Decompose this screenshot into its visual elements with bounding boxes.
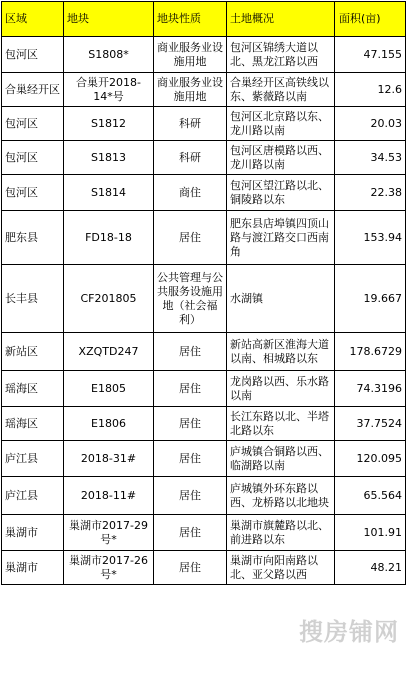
land-use-cell: 商业服务业设施用地 [154,73,227,107]
table-row [2,141,406,175]
land-overview-cell: 长江东路以北、半塔北路以东 [227,407,335,441]
area-cell: 153.94 [335,211,406,265]
land-use-cell: 居住 [154,551,227,585]
parcel-id-cell: S1812 [64,107,154,141]
land-use-cell: 居住 [154,333,227,371]
area-cell: 34.53 [335,141,406,175]
land-overview-cell: 包河区唐模路以西、龙川路以南 [227,141,335,175]
area-cell: 48.21 [335,551,406,585]
table-row [2,441,406,477]
land-use-cell: 居住 [154,477,227,515]
land-overview-cell: 包河区望江路以北、铜陵路以东 [227,175,335,211]
district-cell: 包河区 [2,37,64,73]
parcel-id-cell: FD18-18 [64,211,154,265]
header-parcel: 地块 [64,2,154,37]
table-row [2,551,406,585]
land-parcel-table [1,1,406,585]
land-overview-cell: 水湖镇 [227,265,335,333]
parcel-id-cell: 巢湖市2017-29号* [64,515,154,551]
table-row [2,477,406,515]
area-cell: 178.6729 [335,333,406,371]
land-use-cell: 商业服务业设施用地 [154,37,227,73]
area-cell: 120.095 [335,441,406,477]
area-cell: 22.38 [335,175,406,211]
table-row [2,371,406,407]
land-use-cell: 居住 [154,371,227,407]
district-cell: 包河区 [2,175,64,211]
table-row [2,407,406,441]
parcel-id-cell: S1813 [64,141,154,175]
land-use-cell: 科研 [154,141,227,175]
land-overview-cell: 合巢经开区高铁线以东、紫薇路以南 [227,73,335,107]
land-use-cell: 科研 [154,107,227,141]
district-cell: 巢湖市 [2,551,64,585]
district-cell: 瑶海区 [2,407,64,441]
parcel-id-cell: XZQTD247 [64,333,154,371]
land-overview-cell: 包河区北京路以东、龙川路以南 [227,107,335,141]
district-cell: 包河区 [2,107,64,141]
parcel-id-cell: 合巢开2018-14*号 [64,73,154,107]
district-cell: 长丰县 [2,265,64,333]
area-cell: 101.91 [335,515,406,551]
table-row [2,211,406,265]
area-cell: 20.03 [335,107,406,141]
header-land-overview: 土地概况 [227,2,335,37]
land-overview-cell: 庐城镇合铜路以西、临湖路以南 [227,441,335,477]
parcel-id-cell: 巢湖市2017-26号* [64,551,154,585]
header-district: 区域 [2,2,64,37]
table-body [2,37,406,585]
area-cell: 47.155 [335,37,406,73]
land-overview-cell: 巢湖市向阳南路以北、亚父路以西 [227,551,335,585]
header-area: 面积(亩) [335,2,406,37]
land-use-cell: 商住 [154,175,227,211]
district-cell: 包河区 [2,141,64,175]
district-cell: 庐江县 [2,441,64,477]
parcel-id-cell: E1805 [64,371,154,407]
district-cell: 新站区 [2,333,64,371]
header-row [2,2,406,37]
district-cell: 瑶海区 [2,371,64,407]
parcel-id-cell: CF201805 [64,265,154,333]
land-use-cell: 公共管理与公共服务设施用地（社会福利） [154,265,227,333]
parcel-id-cell: 2018-31# [64,441,154,477]
table-row [2,107,406,141]
land-use-cell: 居住 [154,441,227,477]
district-cell: 合巢经开区 [2,73,64,107]
parcel-id-cell: 2018-11# [64,477,154,515]
land-overview-cell: 龙岗路以西、乐水路以南 [227,371,335,407]
district-cell: 庐江县 [2,477,64,515]
table-row [2,175,406,211]
land-use-cell: 居住 [154,407,227,441]
area-cell: 19.667 [335,265,406,333]
table-row [2,333,406,371]
parcel-id-cell: S1808* [64,37,154,73]
area-cell: 37.7524 [335,407,406,441]
land-overview-cell: 肥东县店埠镇四顶山路与渡江路交口西南角 [227,211,335,265]
area-cell: 12.6 [335,73,406,107]
watermark-logo: 搜房铺网 [299,618,399,646]
district-cell: 肥东县 [2,211,64,265]
land-use-cell: 居住 [154,211,227,265]
land-overview-cell: 庐城镇外环东路以西、龙桥路以北地块 [227,477,335,515]
district-cell: 巢湖市 [2,515,64,551]
land-overview-cell: 新站高新区淮海大道以南、相城路以东 [227,333,335,371]
land-overview-cell: 巢湖市旗麓路以北、前进路以东 [227,515,335,551]
parcel-id-cell: E1806 [64,407,154,441]
area-cell: 65.564 [335,477,406,515]
table-row [2,515,406,551]
table-row [2,265,406,333]
header-land-use: 地块性质 [154,2,227,37]
table-row [2,73,406,107]
land-use-cell: 居住 [154,515,227,551]
parcel-id-cell: S1814 [64,175,154,211]
area-cell: 74.3196 [335,371,406,407]
land-overview-cell: 包河区锦绣大道以北、黑龙江路以西 [227,37,335,73]
table-row [2,37,406,73]
